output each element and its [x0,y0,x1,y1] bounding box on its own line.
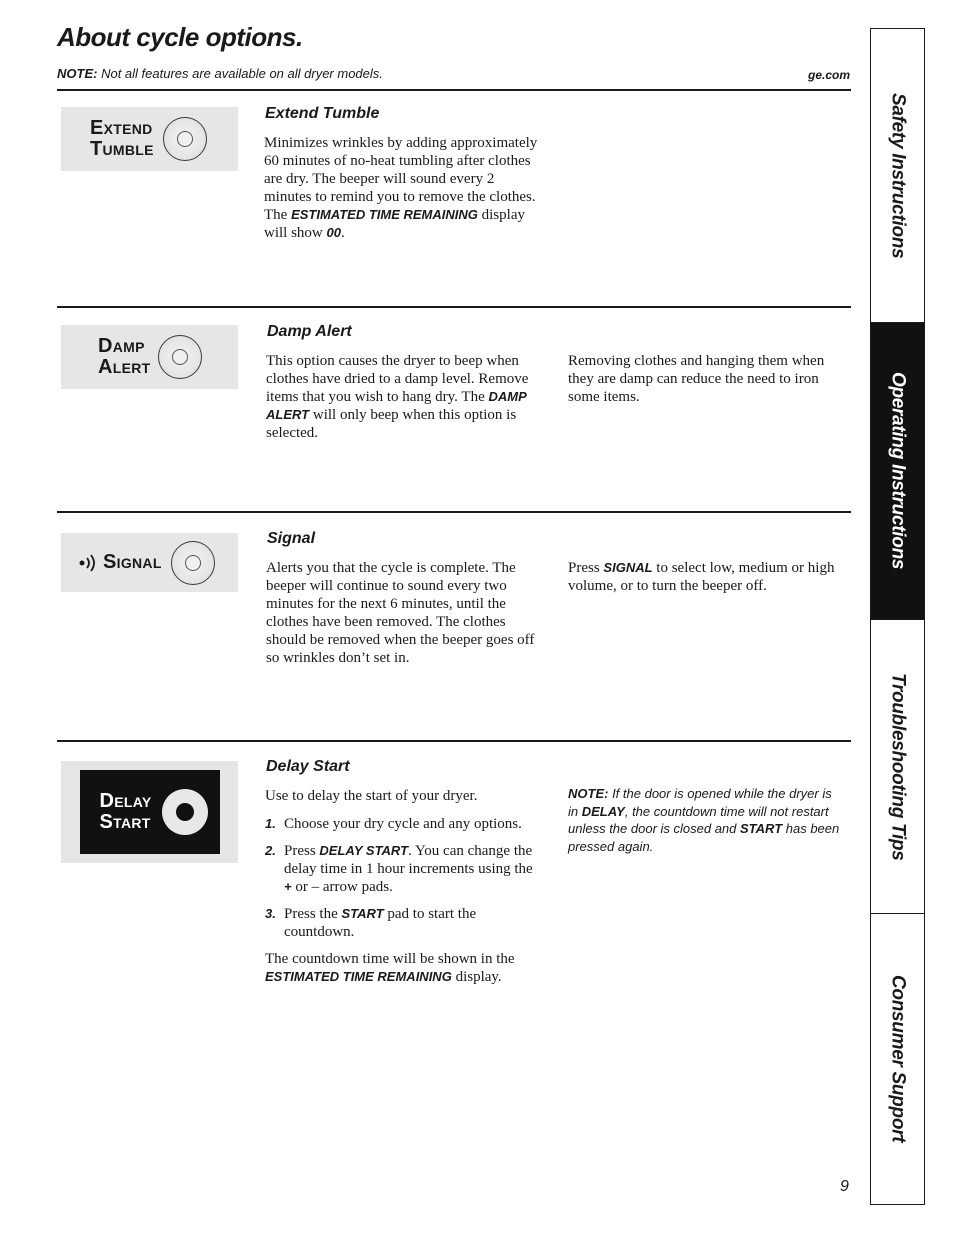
knob-icon [163,117,207,161]
knob-icon [158,335,202,379]
tab-troubleshooting-tips[interactable]: Troubleshooting Tips [871,619,924,913]
knob-icon [171,541,215,585]
page-title: About cycle options. [57,22,303,52]
header-note [57,66,850,81]
delay-start-outro: The countdown time will be shown in the ESTIMATED TIME REMAINING display. [265,951,515,985]
note-label: NOTE: [57,66,98,81]
page-number: 9 [840,1178,849,1195]
extend-tumble-heading: Extend Tumble [265,105,380,122]
site-link[interactable]: ge.com [807,68,850,82]
knob-icon [162,789,208,835]
list-item: 1. Choose your dry cycle and any options. [265,816,522,832]
section-sidebar [870,28,925,1205]
section-divider [57,511,851,513]
delay-start-note: NOTE: If the door is opened while the dryer is in DELAY, the countdown time will not restart unless the door is closed and START has been pressed again. [568,786,840,854]
signal-text-col1: Alerts you that the cycle is complete. The beeper will continue to sound every two minutes for the next 6 minutes, until the clothes have been removed. The clothes should be removed when the beeper goes off so wrinkles don’t set in. [266,560,535,666]
note-text: Not all features are available on all dryer models. [101,66,383,81]
extend-tumble-button-illustration [61,107,238,171]
damp-alert-button-illustration [61,325,238,389]
tab-consumer-support[interactable]: Consumer Support [871,913,924,1204]
damp-alert-text-col2: Removing clothes and hanging them when they are damp can reduce the need to iron some items. [568,353,825,405]
damp-alert-text-col1: This option causes the dryer to beep when clothes have dried to a damp level. Remove items that you wish to hang dry. The DAMP ALERT will only beep when this option is selected. [266,353,529,441]
tab-safety-instructions[interactable]: Safety Instructions [887,92,909,259]
extend-tumble-button-label: Extend Tumble [90,117,154,160]
tab-operating-instructions[interactable]: Operating Instructions [871,322,924,619]
signal-button-label: Signal [103,551,162,573]
delay-start-steps [265,815,543,950]
section-divider [57,306,851,308]
section-divider [57,740,851,742]
signal-button-illustration [61,533,238,592]
delay-start-button-illustration [61,761,238,863]
delay-start-button-panel [80,770,220,854]
damp-alert-button-label: Damp Alert [98,335,151,378]
list-item: 3. Press the START pad to start the countdown. [265,906,477,940]
sound-waves-icon [78,553,100,573]
delay-start-heading: Delay Start [266,758,350,775]
list-item: 2. Press DELAY START. You can change the delay time in 1 hour increments using the + or – arrow pads. [265,843,533,895]
header-rule [57,89,851,91]
extend-tumble-text: Minimizes wrinkles by adding approximately 60 minutes of no-heat tumbling after clothes are dry. The beeper will sound every 2 minutes to remind you to remove the clothes. The ESTIMATED TIME REMAINING display will show 00. [264,135,538,241]
delay-start-button-label: Delay Start [99,790,152,833]
delay-start-intro: Use to delay the start of your dryer. [265,788,478,804]
signal-text-col2: Press SIGNAL to select low, medium or high volume, or to turn the beeper off. [568,560,835,594]
signal-heading: Signal [267,530,316,547]
damp-alert-heading: Damp Alert [267,323,352,340]
